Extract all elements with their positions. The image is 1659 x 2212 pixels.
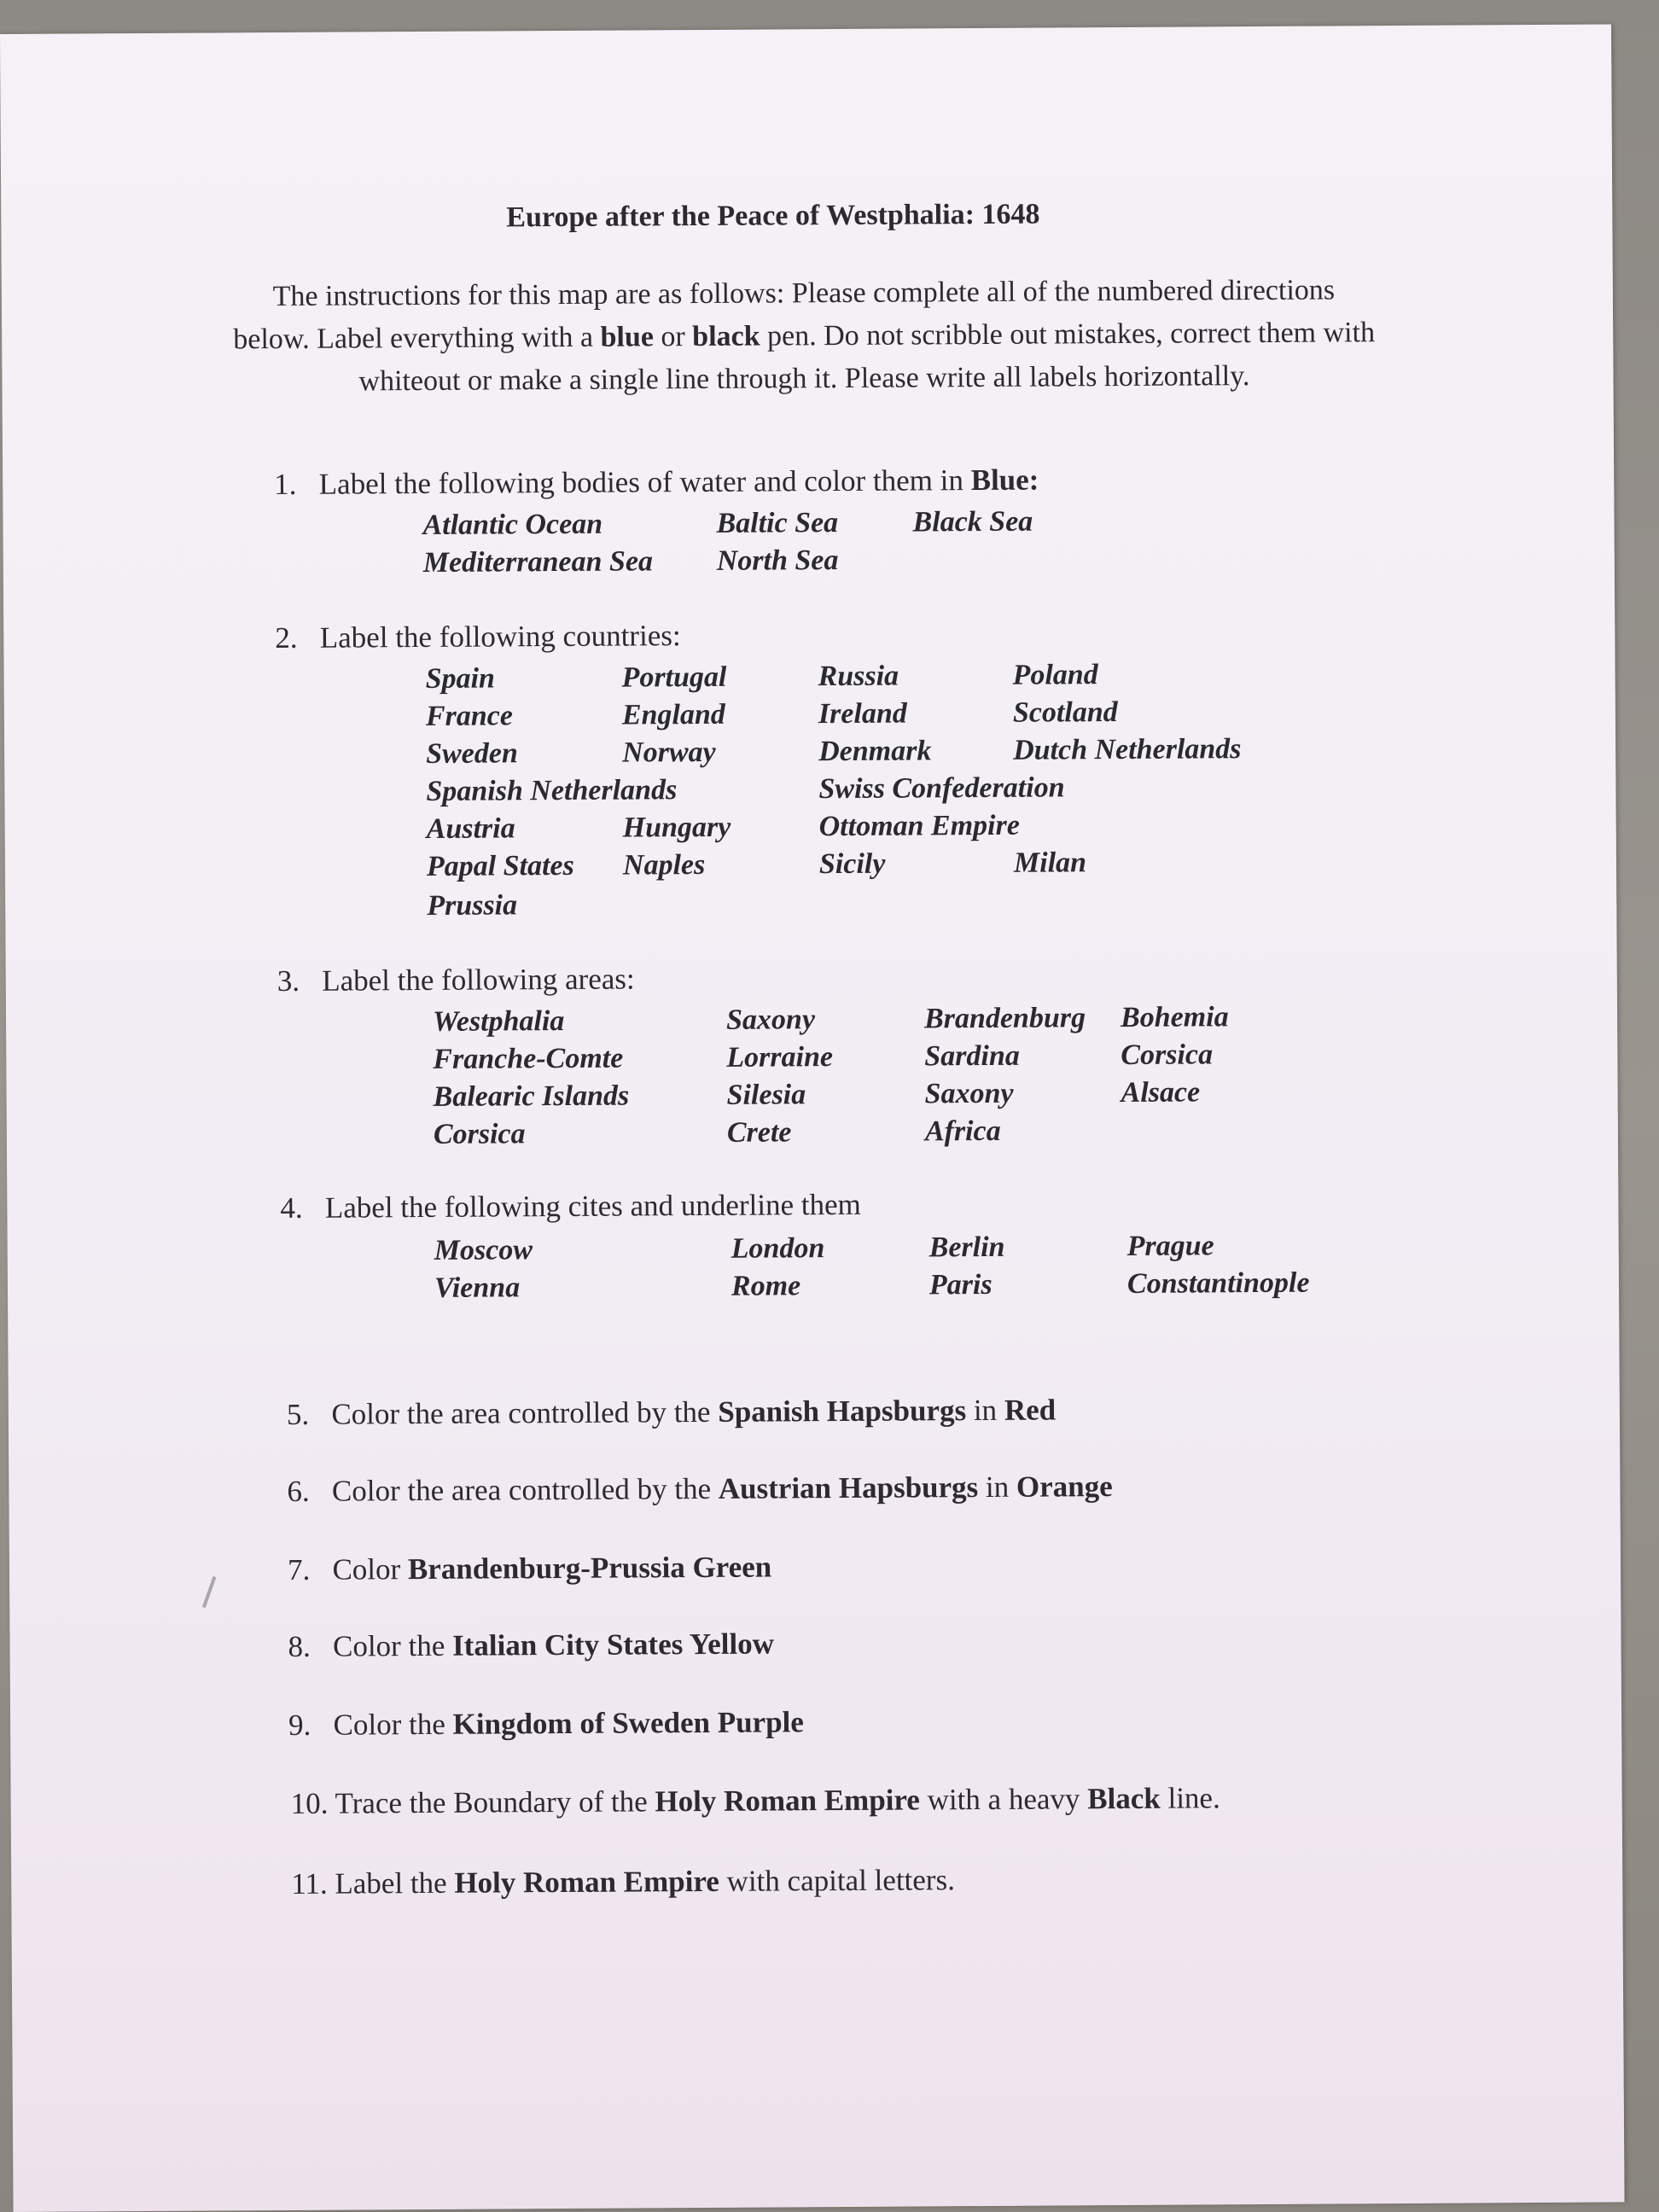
country-label: Denmark xyxy=(818,735,932,768)
intro-or: or xyxy=(653,321,693,353)
item-text: Label the following bodies of water and color them in xyxy=(318,463,971,501)
item-text: in xyxy=(966,1393,1004,1428)
item-text: Color xyxy=(332,1552,409,1586)
country-label: Ottoman Empire xyxy=(818,809,1021,843)
city-label: Moscow xyxy=(434,1234,533,1266)
area-label: Silesia xyxy=(726,1079,806,1111)
intro-blue: blue xyxy=(600,321,655,353)
country-label: Portugal xyxy=(621,661,727,694)
area-label: Corsica xyxy=(1121,1039,1214,1071)
item-bold: Austrian Hapsburgs xyxy=(718,1470,979,1505)
item-text: in xyxy=(978,1470,1017,1505)
country-label: Swiss Confederation xyxy=(818,771,1065,806)
item-number: 4. xyxy=(280,1190,303,1225)
item-text: Color the xyxy=(332,1628,453,1663)
area-label: Saxony xyxy=(725,1004,816,1036)
item-number: 10. xyxy=(290,1786,329,1820)
intro-text-2: pen. Do not scribble out mistakes, correct them with whiteout or make a single line through it. Please write all labels horizontally. xyxy=(358,317,1376,398)
country-label: Dutch Netherlands xyxy=(1013,733,1242,766)
water-label: Black Sea xyxy=(912,505,1033,538)
item-bold: Blue: xyxy=(970,463,1039,498)
item-text: Label the following countries: xyxy=(319,619,681,655)
area-label: Lorraine xyxy=(726,1041,834,1074)
item-number: 6. xyxy=(287,1474,310,1508)
item-text: Label the following areas: xyxy=(322,962,635,998)
water-label: North Sea xyxy=(716,544,839,577)
item-number: 2. xyxy=(275,620,298,655)
item-text: Trace the Boundary of the xyxy=(335,1784,655,1820)
intro-text-1: The instructions for this map are as follows: Please complete all of the numbered directions below. Label everything with a xyxy=(233,274,1336,356)
item-bold: Holy Roman Empire xyxy=(454,1864,719,1900)
water-label: Atlantic Ocean xyxy=(422,508,603,541)
city-label: Paris xyxy=(928,1268,992,1301)
country-label: Hungary xyxy=(622,811,731,844)
item-10 xyxy=(291,1781,1220,1821)
country-label: Poland xyxy=(1012,659,1098,691)
area-label: Corsica xyxy=(433,1118,526,1150)
item-2 xyxy=(275,619,681,655)
city-label: London xyxy=(731,1232,825,1265)
item-4 xyxy=(280,1188,861,1225)
item-text: with capital letters. xyxy=(719,1863,956,1898)
country-label: France xyxy=(425,700,514,732)
item-text: Color the area controlled by the xyxy=(331,1394,719,1431)
country-label: Ireland xyxy=(818,697,907,731)
area-label: Crete xyxy=(726,1116,792,1149)
country-label: Naples xyxy=(622,848,706,882)
country-label: Scotland xyxy=(1012,696,1118,729)
country-label: Sweden xyxy=(426,737,518,770)
item-number: 3. xyxy=(276,963,300,998)
country-label: Milan xyxy=(1013,847,1087,879)
water-label: Baltic Sea xyxy=(716,507,839,539)
item-text: line. xyxy=(1160,1781,1220,1815)
item-bold: Red xyxy=(1004,1393,1057,1427)
country-label: Austria xyxy=(426,812,515,845)
item-text: Label the following cites and underline them xyxy=(324,1187,861,1225)
item-9 xyxy=(288,1705,804,1743)
page-title: Europe after the Peace of Westphalia: 1648 xyxy=(506,198,1040,234)
city-label: Constantinople xyxy=(1126,1266,1310,1300)
country-label: Spanish Netherlands xyxy=(426,774,678,807)
city-label: Prague xyxy=(1126,1230,1214,1262)
country-label: Prussia xyxy=(427,889,518,922)
item-bold: Brandenburg-Prussia Green xyxy=(407,1550,772,1586)
area-label: Sardina xyxy=(924,1039,1020,1073)
item-bold: Kingdom of Sweden Purple xyxy=(452,1705,804,1741)
item-number: 1. xyxy=(274,467,297,502)
area-label: Africa xyxy=(924,1115,1001,1148)
item-7 xyxy=(288,1551,771,1587)
item-8 xyxy=(288,1627,774,1663)
item-number: 7. xyxy=(287,1552,311,1586)
item-bold: Italian City States Yellow xyxy=(451,1627,775,1662)
instructions-paragraph xyxy=(232,269,1377,404)
country-label: Russia xyxy=(818,660,899,693)
area-label: Balearic Islands xyxy=(433,1080,630,1113)
item-11 xyxy=(291,1863,955,1901)
area-label: Brandenburg xyxy=(923,1002,1086,1035)
country-label: Papal States xyxy=(426,849,574,882)
item-6 xyxy=(287,1470,1113,1509)
city-label: Rome xyxy=(731,1270,801,1302)
item-5 xyxy=(287,1393,1057,1432)
item-number: 5. xyxy=(286,1397,310,1431)
item-bold: Spanish Hapsburgs xyxy=(718,1394,967,1429)
item-bold: Orange xyxy=(1016,1470,1113,1504)
pencil-mark xyxy=(202,1576,217,1608)
area-label: Saxony xyxy=(924,1077,1014,1110)
item-number: 11. xyxy=(291,1866,328,1901)
country-label: Norway xyxy=(622,736,716,769)
worksheet-paper xyxy=(0,24,1625,2211)
country-label: England xyxy=(621,698,725,731)
area-label: Bohemia xyxy=(1120,1001,1229,1034)
item-text: Label the xyxy=(335,1866,455,1901)
intro-black: black xyxy=(692,320,760,353)
item-text: with a heavy xyxy=(919,1782,1088,1817)
item-number: 9. xyxy=(288,1708,311,1742)
area-label: Westphalia xyxy=(432,1004,565,1038)
item-bold: Black xyxy=(1087,1781,1161,1816)
item-bold: Holy Roman Empire xyxy=(655,1783,921,1819)
water-label: Mediterranean Sea xyxy=(422,545,654,579)
item-text: Color the xyxy=(333,1707,453,1742)
area-label: Alsace xyxy=(1121,1076,1201,1109)
city-label: Berlin xyxy=(928,1231,1005,1264)
city-label: Vienna xyxy=(434,1272,521,1304)
item-1 xyxy=(274,463,1039,502)
country-label: Spain xyxy=(425,662,496,695)
item-text: Color the area controlled by the xyxy=(331,1471,719,1508)
item-3 xyxy=(277,962,635,998)
item-number: 8. xyxy=(288,1629,311,1663)
country-label: Sicily xyxy=(818,847,886,881)
area-label: Franche-Comte xyxy=(433,1042,624,1075)
